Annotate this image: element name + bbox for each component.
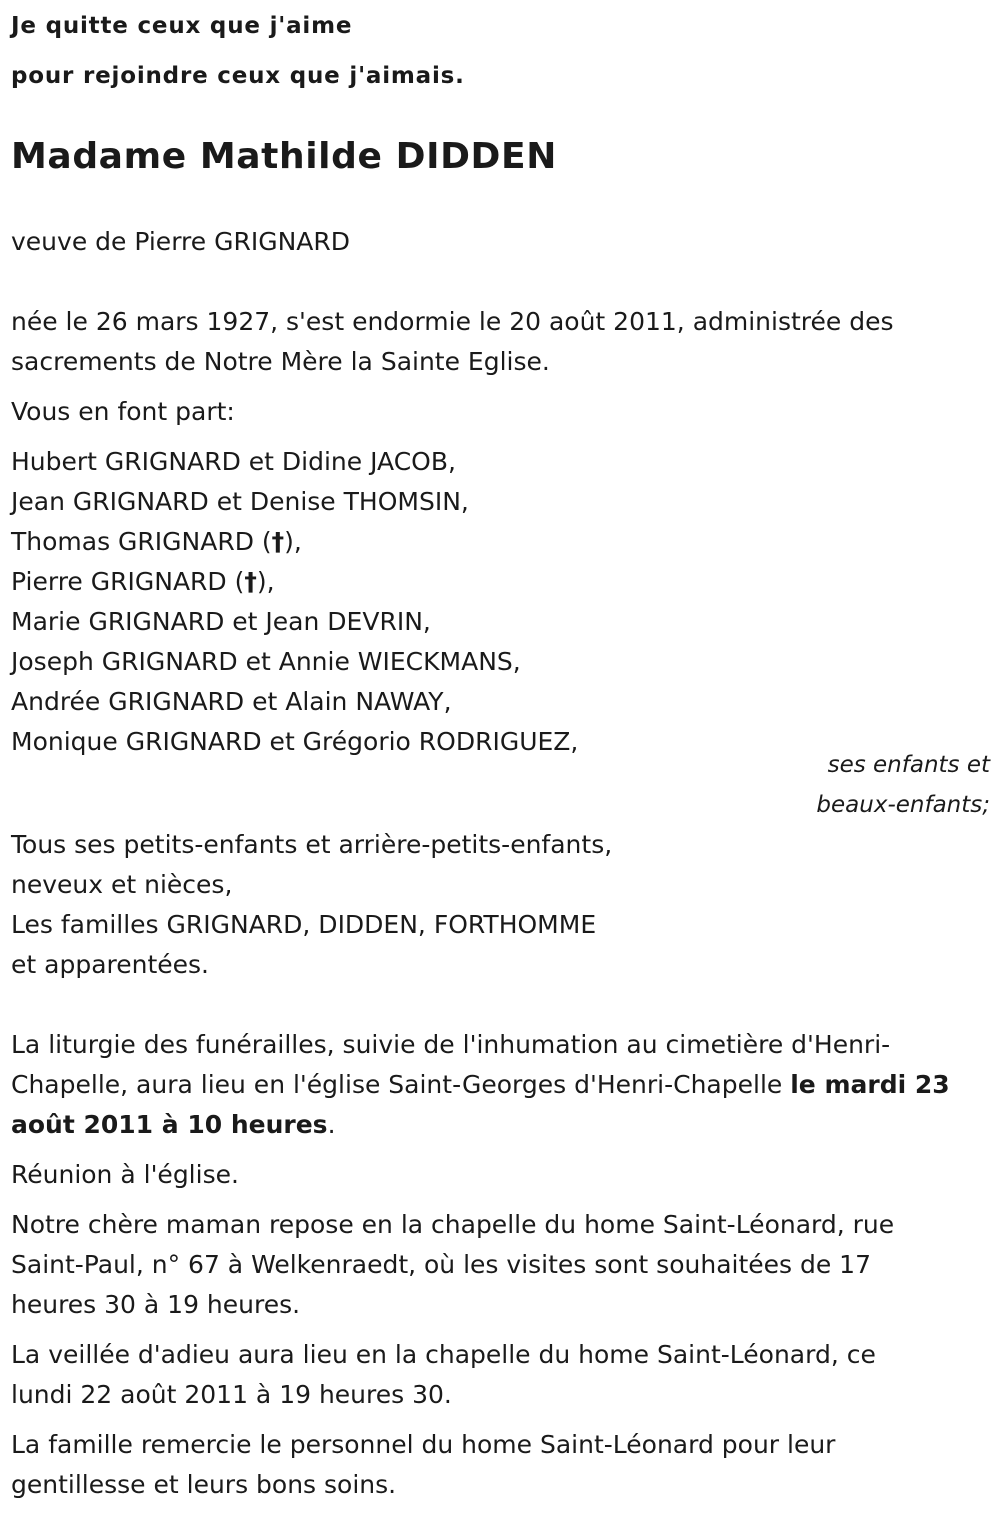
list-item: Hubert GRIGNARD et Didine JACOB, xyxy=(11,447,456,476)
epigraph-line-2: pour rejoindre ceux que j'aimais. xyxy=(11,63,465,89)
thanks-line-1: La famille remercie le personnel du home Saint-Léonard pour leur xyxy=(11,1430,836,1459)
list-item: Marie GRIGNARD et Jean DEVRIN, xyxy=(11,607,431,636)
funeral-date: août 2011 à 10 heures xyxy=(11,1110,328,1139)
funeral-line-1: La liturgie des funérailles, suivie de l'inhumation au cimetière d'Henri- xyxy=(11,1030,891,1059)
funeral-line-2 xyxy=(11,1065,950,1105)
cross-icon: † xyxy=(244,567,257,596)
list-item xyxy=(11,522,302,562)
epigraph-line-1: Je quitte ceux que j'aime xyxy=(11,13,353,39)
children-role-line-2: beaux-enfants; xyxy=(816,792,990,818)
family-line: neveux et nièces, xyxy=(11,870,233,899)
funeral-line-3 xyxy=(11,1105,336,1145)
birth-death-line-1: née le 26 mars 1927, s'est endormie le 20 août 2011, administrée des xyxy=(11,307,894,336)
cross-icon: † xyxy=(271,527,285,556)
visitation-line-3: heures 30 à 19 heures. xyxy=(11,1290,301,1319)
child-name: Pierre GRIGNARD ( xyxy=(11,567,245,596)
list-item xyxy=(11,562,275,602)
punctuation: ), xyxy=(284,527,302,556)
deceased-name: Madame Mathilde DIDDEN xyxy=(11,136,557,177)
vigil-line-1: La veillée d'adieu aura lieu en la chapelle du home Saint-Léonard, ce xyxy=(11,1340,876,1369)
visitation-line-1: Notre chère maman repose en la chapelle du home Saint-Léonard, rue xyxy=(11,1210,895,1239)
thanks-line-2: gentillesse et leurs bons soins. xyxy=(11,1470,397,1499)
list-item: Jean GRIGNARD et Denise THOMSIN, xyxy=(11,487,469,516)
family-line: Les familles GRIGNARD, DIDDEN, FORTHOMME xyxy=(11,910,597,939)
widow-of: veuve de Pierre GRIGNARD xyxy=(11,227,351,256)
vigil-line-2: lundi 22 août 2011 à 19 heures 30. xyxy=(11,1380,452,1409)
gathering-note: Réunion à l'église. xyxy=(11,1160,239,1189)
child-name: Thomas GRIGNARD ( xyxy=(11,527,272,556)
punctuation: ), xyxy=(256,567,275,596)
announcement-intro: Vous en font part: xyxy=(11,397,235,426)
list-item: Monique GRIGNARD et Grégorio RODRIGUEZ, xyxy=(11,727,579,756)
family-line: Tous ses petits-enfants et arrière-petits-enfants, xyxy=(11,830,613,859)
funeral-date: le mardi 23 xyxy=(790,1070,950,1099)
punctuation: . xyxy=(327,1110,336,1139)
funeral-text: Chapelle, aura lieu en l'église Saint-Georges d'Henri-Chapelle xyxy=(11,1070,791,1099)
visitation-line-2: Saint-Paul, n° 67 à Welkenraedt, où les visites sont souhaitées de 17 xyxy=(11,1250,871,1279)
list-item: Andrée GRIGNARD et Alain NAWAY, xyxy=(11,687,452,716)
list-item: Joseph GRIGNARD et Annie WIECKMANS, xyxy=(11,647,521,676)
family-line: et apparentées. xyxy=(11,950,209,979)
children-role-line-1: ses enfants et xyxy=(827,752,990,778)
birth-death-line-2: sacrements de Notre Mère la Sainte Eglise. xyxy=(11,347,550,376)
